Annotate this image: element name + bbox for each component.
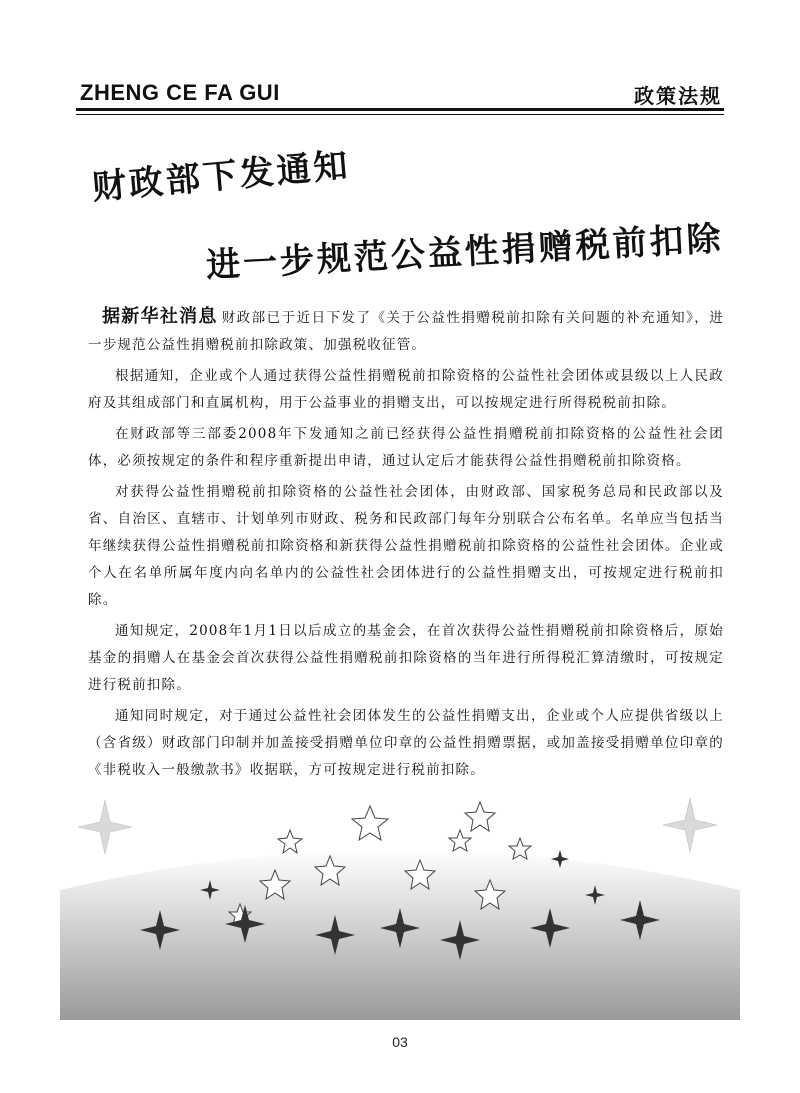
- lead-text: 财政部已于近日下发了《关于公益性捐赠税前扣除有关问题的补充通知》，进一步规范公益性捐赠税前扣除政策、加强税收征管。: [88, 310, 724, 353]
- body-paragraph-4: 通知规定，2008年1月1日以后成立的基金会，在首次获得公益性捐赠税前扣除资格后，原始基金的捐赠人在基金会首次获得公益性捐赠税前扣除资格的当年进行所得税汇算清缴时，可按规定进行税前扣除。: [88, 623, 724, 693]
- article-title-line-1: 财政部下发通知: [90, 145, 353, 208]
- outline-star-icon: [352, 806, 388, 840]
- body-paragraph-3: 对获得公益性捐赠税前扣除资格的公益性社会团体，由财政部、国家税务总局和民政部以及省、自治区、直辖市、计划单列市财政、税务和民政部门每年分别联合公布名单。名单应当包括当年继续获得公益性捐赠税前扣除资格和新获得公益性捐赠税前扣除资格的公益性社会团体。企业或个人在名单所属年度内向名单内的公益性社会团体进行的公益性捐赠支出，可按规定进行税前扣除。: [88, 484, 724, 608]
- header-rule: [76, 108, 724, 111]
- page-number: 03: [392, 1034, 408, 1050]
- outline-star-icon: [465, 802, 495, 831]
- article-body: [88, 303, 724, 788]
- outline-star-icon: [449, 830, 471, 851]
- section-pinyin: ZHENG CE FA GUI: [80, 80, 280, 105]
- outline-star-icon: [278, 830, 302, 853]
- body-paragraph-2: 在财政部等三部委2008年下发通知之前已经获得公益性捐赠税前扣除资格的公益性社会团体，必须按规定的条件和程序重新提出申请，通过认定后才能获得公益性捐赠税前扣除资格。: [88, 426, 724, 469]
- header-rule-thin: [76, 114, 724, 115]
- section-title: 政策法规: [634, 84, 722, 108]
- star-field-icon: [60, 790, 740, 1020]
- sparkle-icon: [78, 800, 132, 854]
- sparkle-icon: [663, 798, 717, 852]
- lead-paragraph: [88, 303, 724, 359]
- lead-label: 据新华社消息: [102, 306, 218, 327]
- article-title-line-2: 进一步规范公益性捐赠税前扣除: [205, 218, 725, 286]
- body-paragraph-5: 通知同时规定，对于通过公益性社会团体发生的公益性捐赠支出，企业或个人应提供省级以上（含省级）财政部门印制并加盖接受捐赠单位印章的公益性捐赠票据，或加盖接受捐赠单位印章的《非税收入一般缴款书》收据联，方可按规定进行税前扣除。: [88, 708, 724, 778]
- body-paragraph-1: 根据通知，企业或个人通过获得公益性捐赠税前扣除资格的公益性社会团体或县级以上人民政府及其组成部门和直属机构，用于公益事业的捐赠支出，可以按规定进行所得税税前扣除。: [88, 368, 724, 411]
